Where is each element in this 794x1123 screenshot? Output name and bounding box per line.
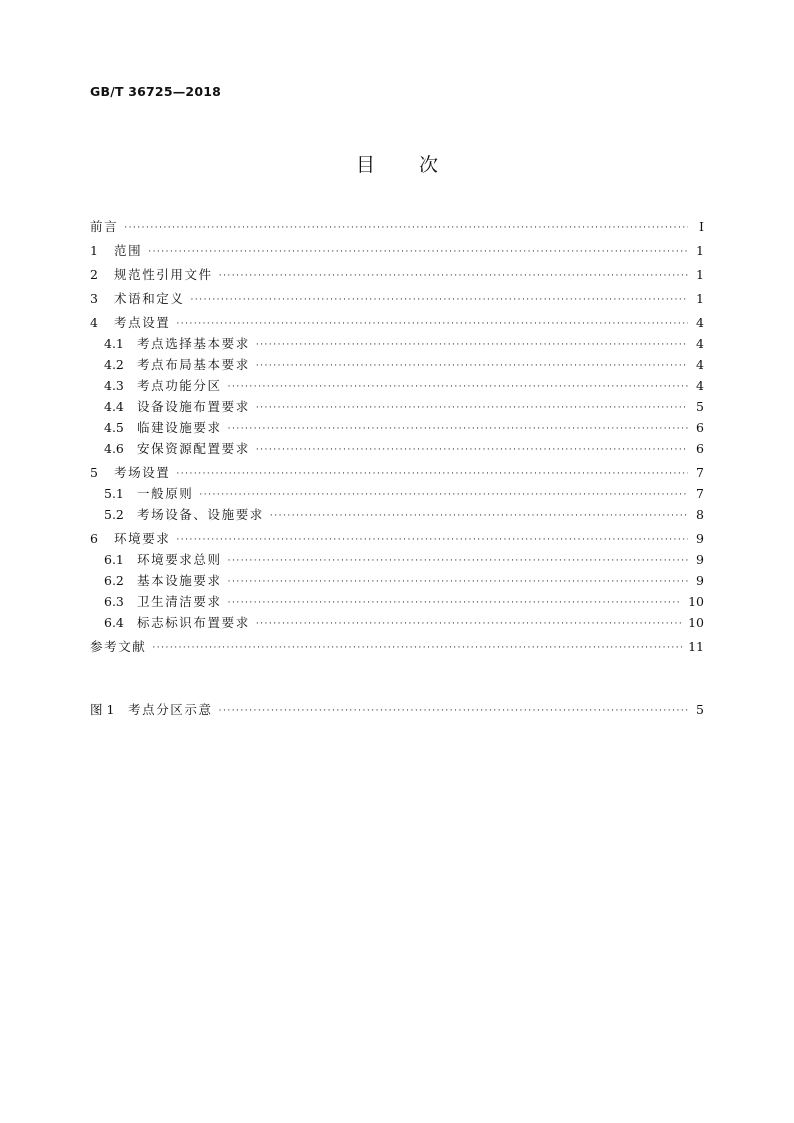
- toc-entry[interactable]: [90, 417, 704, 438]
- dot-leader: [256, 614, 682, 635]
- figure-list: [90, 699, 704, 720]
- toc-entry[interactable]: [90, 264, 704, 285]
- toc-number: 6.1: [104, 552, 124, 567]
- toc-number: 2: [90, 267, 98, 282]
- toc-entry[interactable]: [90, 570, 704, 591]
- toc-number: 4.6: [104, 441, 124, 456]
- toc-entry[interactable]: [90, 591, 704, 612]
- toc-page-number: 1: [696, 267, 704, 282]
- standard-code: GB/T 36725—2018: [90, 84, 222, 99]
- dot-leader: [152, 638, 682, 659]
- dot-leader: [228, 551, 688, 572]
- toc-entry[interactable]: [90, 375, 704, 396]
- toc-page-number: 9: [696, 573, 704, 588]
- toc-number: 4.4: [104, 399, 124, 414]
- dot-leader: [228, 377, 688, 398]
- toc-label: 卫生清洁要求: [137, 594, 222, 609]
- dot-leader: [176, 314, 688, 335]
- toc-page-number: Ⅰ: [699, 219, 704, 234]
- toc-number: 1: [90, 243, 98, 258]
- dot-leader: [124, 218, 688, 239]
- toc-page-number: 4: [696, 315, 704, 330]
- toc-number: 6.3: [104, 594, 124, 609]
- toc-label: 标志标识布置要求: [137, 615, 250, 630]
- dot-leader: [176, 530, 688, 551]
- toc-page-number: 4: [696, 357, 704, 372]
- toc-number: 4.3: [104, 378, 124, 393]
- dot-leader: [228, 572, 688, 593]
- dot-leader: [228, 419, 688, 440]
- toc-label: 考点设置: [114, 315, 171, 330]
- toc-page-number: 6: [696, 420, 704, 435]
- toc-page-number: 10: [688, 615, 704, 630]
- toc-page-number: 10: [688, 594, 704, 609]
- toc-label: 基本设施要求: [137, 573, 222, 588]
- toc-page-number: 7: [696, 465, 704, 480]
- toc-page-number: 6: [696, 441, 704, 456]
- dot-leader: [191, 290, 688, 311]
- toc-entry[interactable]: [90, 354, 704, 375]
- toc-entry[interactable]: [90, 216, 704, 237]
- toc-entry[interactable]: [90, 312, 704, 333]
- toc-number: 5.1: [104, 486, 124, 501]
- toc-entry[interactable]: [90, 438, 704, 459]
- toc-label: 设备设施布置要求: [137, 399, 250, 414]
- toc-label: 环境要求: [114, 531, 171, 546]
- toc-entry[interactable]: [90, 462, 704, 483]
- toc-entry[interactable]: [90, 396, 704, 417]
- toc-entry[interactable]: [90, 612, 704, 633]
- toc-label: 考点功能分区: [137, 378, 222, 393]
- toc-page-number: 9: [696, 531, 704, 546]
- toc-entry[interactable]: [90, 528, 704, 549]
- dot-leader: [219, 701, 688, 722]
- dot-leader: [228, 593, 682, 614]
- toc-page-number: 1: [696, 291, 704, 306]
- toc-label: 临建设施要求: [137, 420, 222, 435]
- toc-number: 6: [90, 531, 98, 546]
- page-title: 目次: [355, 154, 482, 176]
- toc-page-number: 9: [696, 552, 704, 567]
- dot-leader: [270, 506, 688, 527]
- toc-page-number: 7: [696, 486, 704, 501]
- figure-label: 考点分区示意: [128, 702, 213, 717]
- toc-label: 规范性引用文件: [114, 267, 213, 282]
- toc-number: 5: [90, 465, 98, 480]
- toc-label: 术语和定义: [114, 291, 185, 306]
- dot-leader: [176, 464, 688, 485]
- figure-page-number: 5: [696, 702, 704, 717]
- toc-label: 考场设备、设施要求: [137, 507, 264, 522]
- toc-label: 范围: [114, 243, 143, 258]
- toc-label: 参考文献: [90, 639, 147, 654]
- toc-page-number: 1: [696, 243, 704, 258]
- toc-entry[interactable]: [90, 549, 704, 570]
- dot-leader: [256, 398, 688, 419]
- dot-leader: [256, 335, 688, 356]
- toc-entry[interactable]: [90, 240, 704, 261]
- dot-leader: [256, 440, 688, 461]
- toc-entry[interactable]: [90, 504, 704, 525]
- toc-label: 考场设置: [114, 465, 171, 480]
- dot-leader: [199, 485, 688, 506]
- toc-number: 6.2: [104, 573, 124, 588]
- toc-entry[interactable]: [90, 483, 704, 504]
- toc-page-number: 4: [696, 336, 704, 351]
- toc-label: 安保资源配置要求: [137, 441, 250, 456]
- toc-label: 环境要求总则: [137, 552, 222, 567]
- toc-page-number: 11: [688, 639, 704, 654]
- dot-leader: [148, 242, 688, 263]
- dot-leader: [219, 266, 688, 287]
- figure-entry[interactable]: [90, 699, 704, 720]
- toc-page-number: 5: [696, 399, 704, 414]
- dot-leader: [256, 356, 688, 377]
- toc-number: 5.2: [104, 507, 124, 522]
- toc-label: 考点布局基本要求: [137, 357, 250, 372]
- toc-page-number: 4: [696, 378, 704, 393]
- figure-number: 图 1: [90, 702, 115, 717]
- toc-number: 6.4: [104, 615, 124, 630]
- toc-page-number: 8: [696, 507, 704, 522]
- table-of-contents: [90, 216, 704, 657]
- toc-number: 4.1: [104, 336, 124, 351]
- toc-entry[interactable]: [90, 636, 704, 657]
- toc-label: 前言: [90, 219, 119, 234]
- toc-label: 一般原则: [137, 486, 194, 501]
- toc-entry[interactable]: [90, 288, 704, 309]
- toc-label: 考点选择基本要求: [137, 336, 250, 351]
- toc-entry[interactable]: [90, 333, 704, 354]
- toc-number: 4.2: [104, 357, 124, 372]
- toc-number: 4: [90, 315, 98, 330]
- toc-number: 3: [90, 291, 98, 306]
- toc-number: 4.5: [104, 420, 124, 435]
